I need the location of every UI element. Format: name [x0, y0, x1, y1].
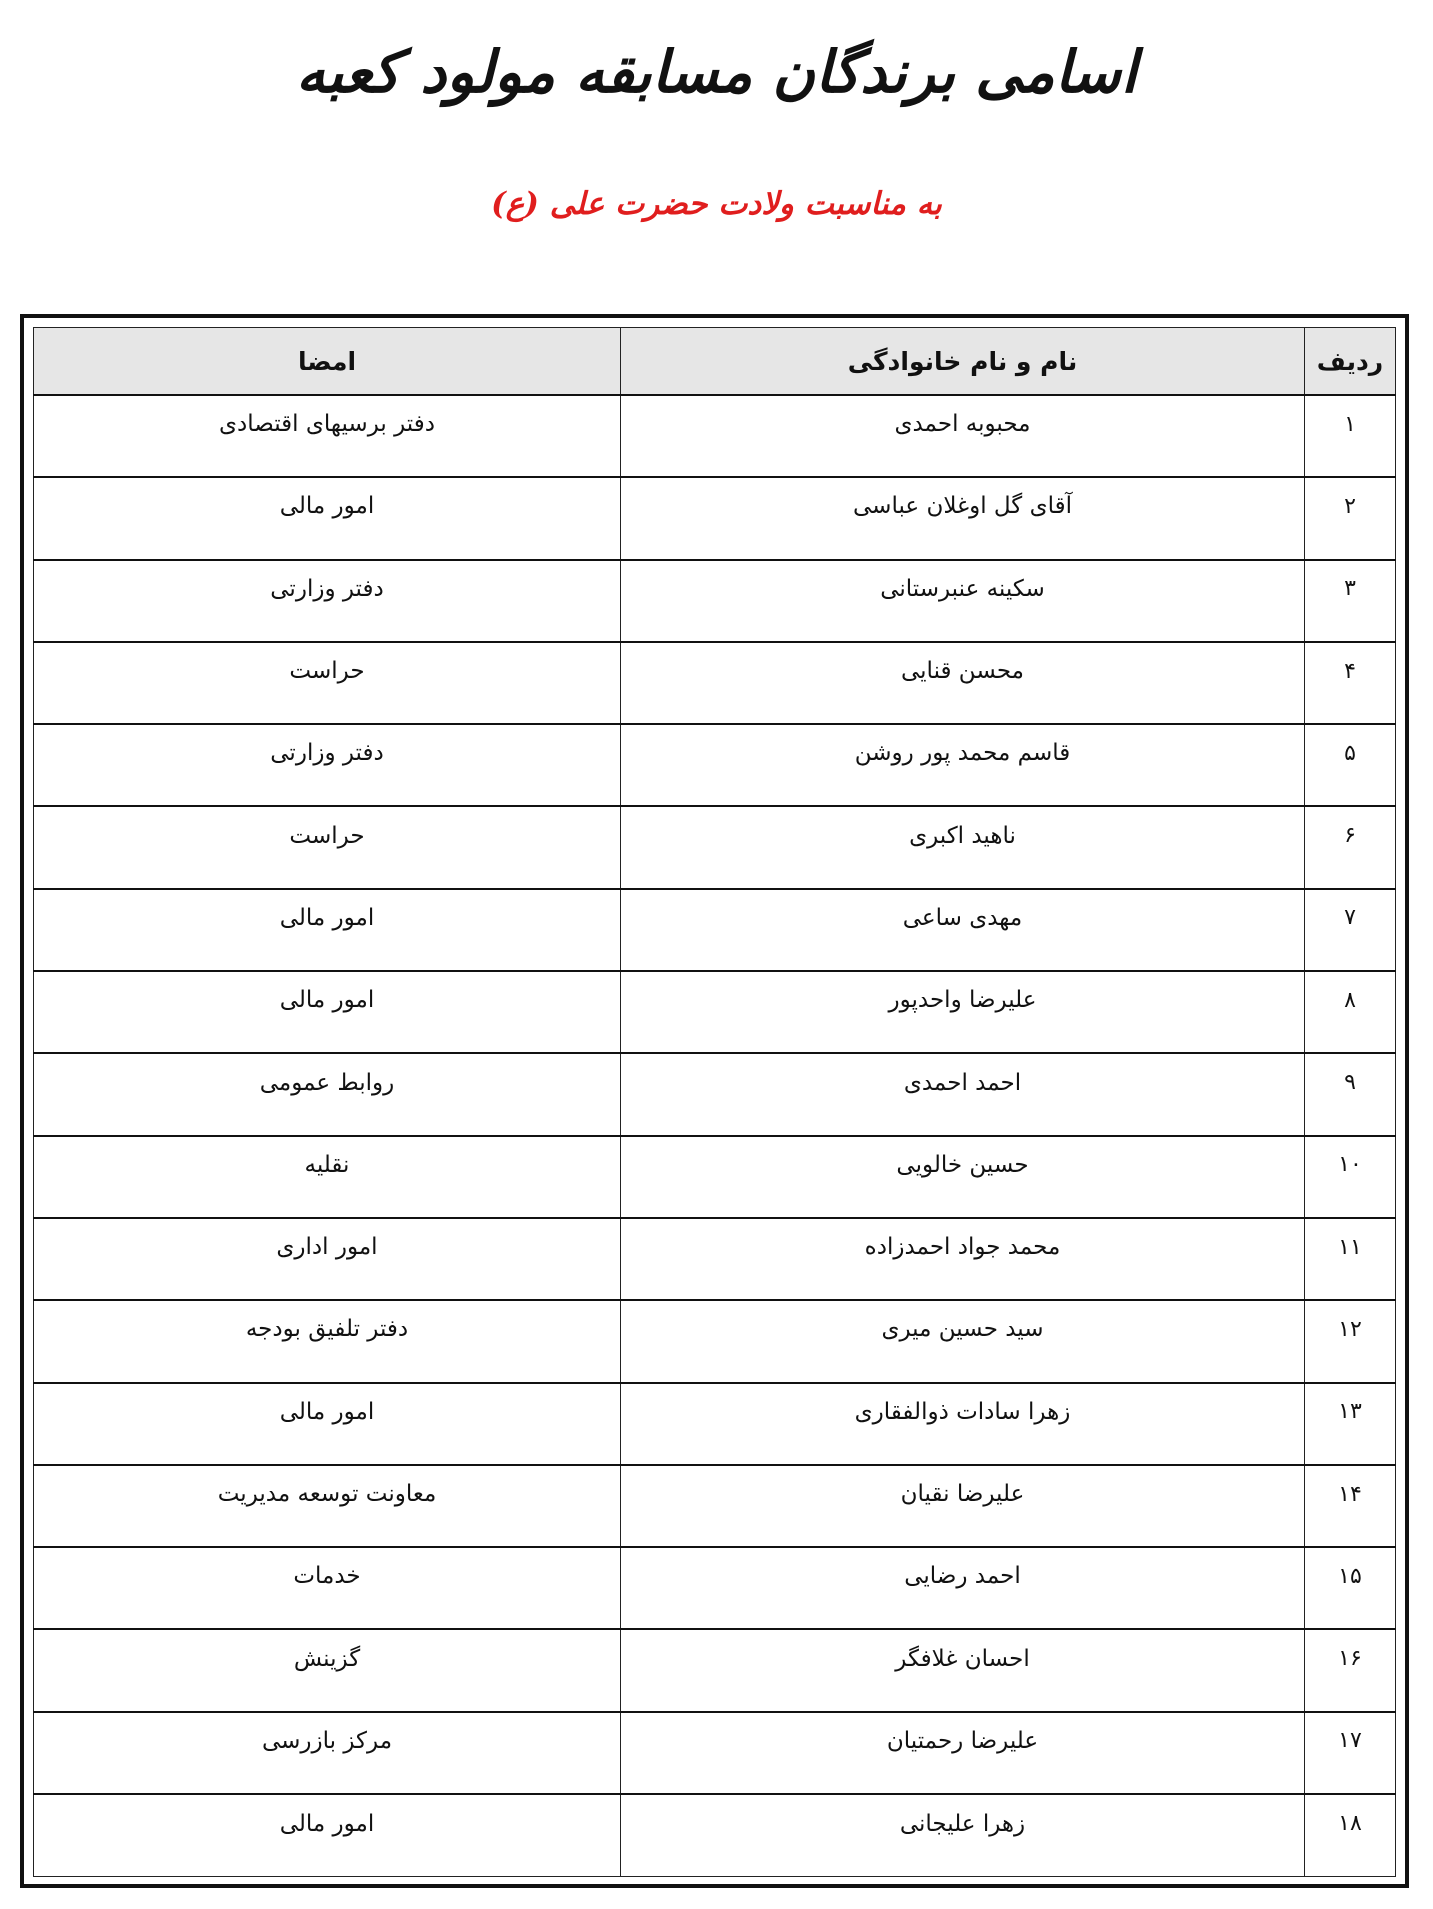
table-row [34, 1383, 1396, 1465]
row-number: ۱۶ [1305, 1629, 1396, 1711]
table-row [34, 971, 1396, 1053]
row-number: ۱ [1305, 395, 1396, 477]
table-row [34, 1300, 1396, 1382]
row-department: خدمات [34, 1547, 621, 1629]
row-name: مهدی ساعی [621, 889, 1305, 971]
table-row [34, 889, 1396, 971]
row-name: زهرا علیجانی [621, 1794, 1305, 1876]
row-number: ۱۴ [1305, 1465, 1396, 1547]
row-department: امور مالی [34, 477, 621, 559]
row-number: ۱۰ [1305, 1136, 1396, 1218]
row-number: ۳ [1305, 560, 1396, 642]
row-number: ۹ [1305, 1053, 1396, 1135]
row-name: علیرضا رحمتیان [621, 1712, 1305, 1794]
row-number: ۷ [1305, 889, 1396, 971]
row-name: احسان غلافگر [621, 1629, 1305, 1711]
row-number: ۴ [1305, 642, 1396, 724]
row-name: احمد رضایی [621, 1547, 1305, 1629]
row-number: ۸ [1305, 971, 1396, 1053]
row-name: ناهید اکبری [621, 806, 1305, 888]
row-department: گزینش [34, 1629, 621, 1711]
table-frame [20, 314, 1409, 1888]
table-row [34, 642, 1396, 724]
header-index: ردیف [1305, 328, 1396, 396]
row-department: دفتر برسیهای اقتصادی [34, 395, 621, 477]
row-number: ۲ [1305, 477, 1396, 559]
row-number: ۱۳ [1305, 1383, 1396, 1465]
page-title: اسامی برندگان مسابقه مولود کعبه [296, 38, 1137, 106]
table-row [34, 724, 1396, 806]
table-row [34, 1136, 1396, 1218]
row-name: محسن قنایی [621, 642, 1305, 724]
row-department: روابط عمومی [34, 1053, 621, 1135]
header-signature: امضا [34, 328, 621, 396]
table-row [34, 395, 1396, 477]
row-number: ۶ [1305, 806, 1396, 888]
row-name: محمد جواد احمدزاده [621, 1218, 1305, 1300]
table-row [34, 1465, 1396, 1547]
row-name: علیرضا نقیان [621, 1465, 1305, 1547]
table-row [34, 1794, 1396, 1876]
table-row [34, 1053, 1396, 1135]
row-department: دفتر تلفیق بودجه [34, 1300, 621, 1382]
row-department: امور مالی [34, 889, 621, 971]
row-number: ۱۵ [1305, 1547, 1396, 1629]
row-department: امور اداری [34, 1218, 621, 1300]
table-header-row [34, 328, 1396, 396]
table-row [34, 1547, 1396, 1629]
row-department: امور مالی [34, 1794, 621, 1876]
row-name: احمد احمدی [621, 1053, 1305, 1135]
page-subtitle: به مناسبت ولادت حضرت علی (ع) [491, 186, 942, 222]
table-row [34, 806, 1396, 888]
row-department: حراست [34, 806, 621, 888]
row-name: علیرضا واحدپور [621, 971, 1305, 1053]
row-department: امور مالی [34, 971, 621, 1053]
row-department: امور مالی [34, 1383, 621, 1465]
row-name: حسین خالویی [621, 1136, 1305, 1218]
row-number: ۱۸ [1305, 1794, 1396, 1876]
row-department: معاونت توسعه مدیریت [34, 1465, 621, 1547]
table-body [34, 395, 1396, 1877]
row-name: سکینه عنبرستانی [621, 560, 1305, 642]
row-number: ۱۷ [1305, 1712, 1396, 1794]
row-department: نقلیه [34, 1136, 621, 1218]
row-department: دفتر وزارتی [34, 560, 621, 642]
header-name: نام و نام خانوادگی [621, 328, 1305, 396]
row-department: دفتر وزارتی [34, 724, 621, 806]
row-department: حراست [34, 642, 621, 724]
row-name: محبوبه احمدی [621, 395, 1305, 477]
row-department: مرکز بازرسی [34, 1712, 621, 1794]
row-name: آقای گل اوغلان عباسی [621, 477, 1305, 559]
table-row [34, 1712, 1396, 1794]
row-name: سید حسین میری [621, 1300, 1305, 1382]
row-number: ۱۱ [1305, 1218, 1396, 1300]
winners-table [33, 327, 1396, 1877]
table-row [34, 1218, 1396, 1300]
table-row [34, 477, 1396, 559]
table-row [34, 560, 1396, 642]
row-name: زهرا سادات ذوالفقاری [621, 1383, 1305, 1465]
row-number: ۵ [1305, 724, 1396, 806]
row-number: ۱۲ [1305, 1300, 1396, 1382]
table-row [34, 1629, 1396, 1711]
row-name: قاسم محمد پور روشن [621, 724, 1305, 806]
